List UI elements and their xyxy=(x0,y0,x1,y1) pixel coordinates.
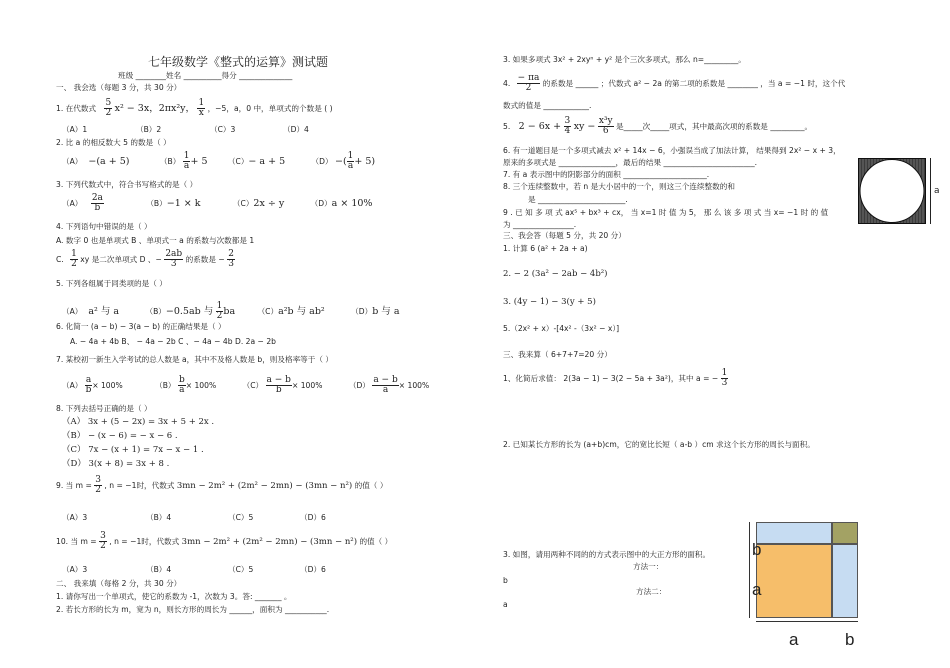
q9-option-c[interactable]: （C）5 xyxy=(228,513,254,522)
section-2-heading: 二、 我来填（每格 2 分，共 30 分） xyxy=(56,579,182,588)
large-square-a xyxy=(756,544,832,618)
fill-6[interactable]: 6. 有一道题目是一个多项式减去 x² + 14x − 6，小强误当成了加法计算， 结果得到 2x² − x + 3， xyxy=(503,146,841,155)
q2-options[interactable]: （A） −(a + 5) （B） $\frac{1}{a}$ + 5 （C）− a + 5 （D） −( $\frac{1}{a}$ + 5) xyxy=(62,151,376,172)
section-1-heading: 一、 我会选（每题 3 分，共 30 分） xyxy=(56,83,182,92)
method-two-a: a xyxy=(503,600,508,609)
shaded-square-figure xyxy=(858,158,926,224)
q1-option-a[interactable]: （A）1 xyxy=(62,125,88,134)
method-two-label: 方法二： xyxy=(636,587,667,596)
q4-line-cd[interactable]: C. $\frac{1}{2}$ xy 是二次单项式 D 、− $\frac{2ab}{3}$ 的系数是 − $\frac{2}{3}$ xyxy=(56,249,234,270)
q6: 6. 化简一 (a − b) − 3(a − b) 的正确结果是（ ） xyxy=(56,322,226,331)
fill-9[interactable]: 9 . 已 知 多 项 式 ax⁵ + bx³ + cx， 当 x=1 时 值 为 5， 那 么 该 多 项 式 当 x= −1 时 的 值 xyxy=(503,208,829,217)
q10-option-c[interactable]: （C）5 xyxy=(228,565,254,574)
solve-1[interactable]: 1、化简后求值： 2(3a − 1) − 3(2 − 5a + 3a²)，其中 a = − $\frac{1}{3}$ xyxy=(503,368,728,389)
fill-3[interactable]: 3. 如果多项式 3x² + 2xyⁿ + y² 是个三次多项式，那么 n=_________。 xyxy=(503,55,746,64)
q4: 4. 下列语句中错误的是（ ） xyxy=(56,222,152,231)
q8-option-b[interactable]: （B） − (x − 6) = − x − 6 . xyxy=(62,431,178,441)
fill-8-line2[interactable]: 是 _______________________. xyxy=(528,195,628,204)
inner-label-b: b xyxy=(752,540,762,559)
q5-options[interactable]: （A） a² 与 a （B）−0.5ab 与 $\frac{1}{2}$ ba （C）a²b 与 ab² （D）b 与 a xyxy=(62,301,400,322)
bottom-label-a: a xyxy=(789,630,799,649)
q9: 9. 当 m = $\frac{3}{2}$ , n = −1时，代数式 3mn − 2m² + (2m² − 2mn) − (3mn − n²) 的值（ ） xyxy=(56,475,388,496)
q5: 5. 下列各组属于同类项的是（ ） xyxy=(56,279,167,288)
circle-side-label: a xyxy=(934,186,940,196)
bottom-dimension-line xyxy=(756,621,858,622)
fill-9-line2[interactable]: 为 ________________. xyxy=(503,220,577,229)
q10-option-d[interactable]: （D）6 xyxy=(300,565,326,574)
solve-2[interactable]: 2. 已知某长方形的长为 (a+b)cm，它的宽比长短（ a-b ）cm 求这个长方形的周长与面积。 xyxy=(503,440,815,449)
bottom-label-b: b xyxy=(845,630,855,649)
q3-options[interactable]: （A） $\frac{2a}{b}$ （B）−1 × k （C）2x ÷ y （D）a × 10% xyxy=(62,193,373,214)
fill-7[interactable]: 7. 有 a 表示图中的阴影部分的面积 ______________________. xyxy=(503,170,710,179)
q7: 7. 某校初一新生入学考试的总人数是 a，其中不及格人数是 b，则及格率等于（ ） xyxy=(56,355,333,364)
fill-4-line2: 数式的值是 ____________. xyxy=(503,101,592,110)
fill-8[interactable]: 8. 三个连续整数中，若 n 是大小居中的一个，则这三个连续整数的和 xyxy=(503,182,735,191)
student-info-line: 班级 ________姓名 __________得分 ______________ xyxy=(118,71,293,80)
top-left-rect xyxy=(756,522,832,544)
method-one-label: 方法一： xyxy=(633,562,664,571)
calc-1[interactable]: 1. 计算 6 (a² + 2a + a) xyxy=(503,244,588,253)
q9-option-b[interactable]: （B）4 xyxy=(146,513,172,522)
q8: 8. 下列去括号正确的是（ ） xyxy=(56,404,152,413)
q4-line-ab[interactable]: A. 数字 0 也是单项式 B 、单项式一 a 的系数与次数都是 1 xyxy=(56,236,255,245)
q1: 1. 在代数式 $\frac{5}{2}$ x² − 3x，2πx²y， $\frac{1}{x}$ ，−5，a，0 中，单项式的个数是 ( ) xyxy=(56,98,333,119)
section-3-heading: 三、我会答（每题 5 分，共 20 分） xyxy=(503,231,626,240)
big-square-figure xyxy=(756,522,858,618)
circle-in-square-svg xyxy=(858,158,926,224)
method-one-b: b xyxy=(503,576,508,585)
q6-options[interactable]: A. − 4a + 4b B、 − 4a − 2b C 、− 4a − 4b D. 2a − 2b xyxy=(70,337,276,346)
fill-5[interactable]: 5. 2 − 6x + $\frac{3}{4}$ xy − $\frac{\text{x³y}}{6}$ 是_____次_____项式，其中最高次项的系数是 _________。 xyxy=(503,116,813,137)
q3: 3. 下列代数式中，符合书写格式的是（ ） xyxy=(56,180,198,189)
solve-3[interactable]: 3. 如图，请用两种不同的的方式表示图中的大正方形的面积。 xyxy=(503,550,711,559)
q10-option-a[interactable]: （A）3 xyxy=(62,565,88,574)
calc-2[interactable]: 2. − 2 (3a² − 2ab − 4b²) xyxy=(503,269,608,279)
fill-4[interactable]: 4. $\frac{- \pi a}{2}$ 的系数是 ______ ；代数式 a² − 2a 的第二项的系数是 ________ ，当 a = −1 时，这个代 xyxy=(503,73,846,94)
q8-option-d[interactable]: （D） 3(x + 8) = 3x + 8 . xyxy=(62,459,170,469)
right-rect xyxy=(832,544,858,618)
q1-option-d[interactable]: （D）4 xyxy=(283,125,309,134)
q10: 10. 当 m = $\frac{3}{2}$ , n = −1时，代数式 3mn − 2m² + (2m² − 2mn) − (3mn − n²) 的值（ ） xyxy=(56,531,393,552)
q2: 2. 比 a 的相反数大 5 的数是（ ） xyxy=(56,138,171,147)
q10-option-b[interactable]: （B）4 xyxy=(146,565,172,574)
calc-5[interactable]: 5.（2x² + x）-[4x² -（3x² − x）] xyxy=(503,324,620,333)
section-4-heading: 三、我来算（ 6+7+7=20 分） xyxy=(503,350,612,359)
circle-side-dimension-line xyxy=(930,158,931,224)
calc-3[interactable]: 3. (4y − 1) − 3(y + 5) xyxy=(503,297,596,307)
q8-option-a[interactable]: （A） 3x + (5 − 2x) = 3x + 5 + 2x . xyxy=(62,417,215,427)
fill-2[interactable]: 2. 若长方形的长为 m，宽为 n，则长方形的周长为 ______，面积为 ___________. xyxy=(56,605,330,614)
q1-option-c[interactable]: （C）3 xyxy=(210,125,236,134)
small-square-b xyxy=(832,522,858,544)
left-dimension-line xyxy=(749,522,750,618)
fill-6-line2[interactable]: 原来的多项式是 _______________，最后的结果 ________________________. xyxy=(503,158,758,167)
q9-option-d[interactable]: （D）6 xyxy=(300,513,326,522)
q1-option-b[interactable]: （B）2 xyxy=(136,125,162,134)
page-title: 七年级数学《整式的运算》测试题 xyxy=(148,55,329,69)
inner-label-a: a xyxy=(752,580,762,599)
q7-options[interactable]: （A） $\frac{a}{b}$ × 100% （B） $\frac{b}{a}$ × 100% （C） $\frac{a - b}{b}$ × 100% （D） $\frac{a - b}{a}$ × 100% xyxy=(62,375,430,396)
q8-option-c[interactable]: （C） 7x − (x + 1) = 7x − x − 1 . xyxy=(62,445,204,455)
fill-1[interactable]: 1. 请你写出一个单项式，使它的系数为 -1，次数为 3。答: _______ 。 xyxy=(56,592,292,601)
q9-option-a[interactable]: （A）3 xyxy=(62,513,88,522)
